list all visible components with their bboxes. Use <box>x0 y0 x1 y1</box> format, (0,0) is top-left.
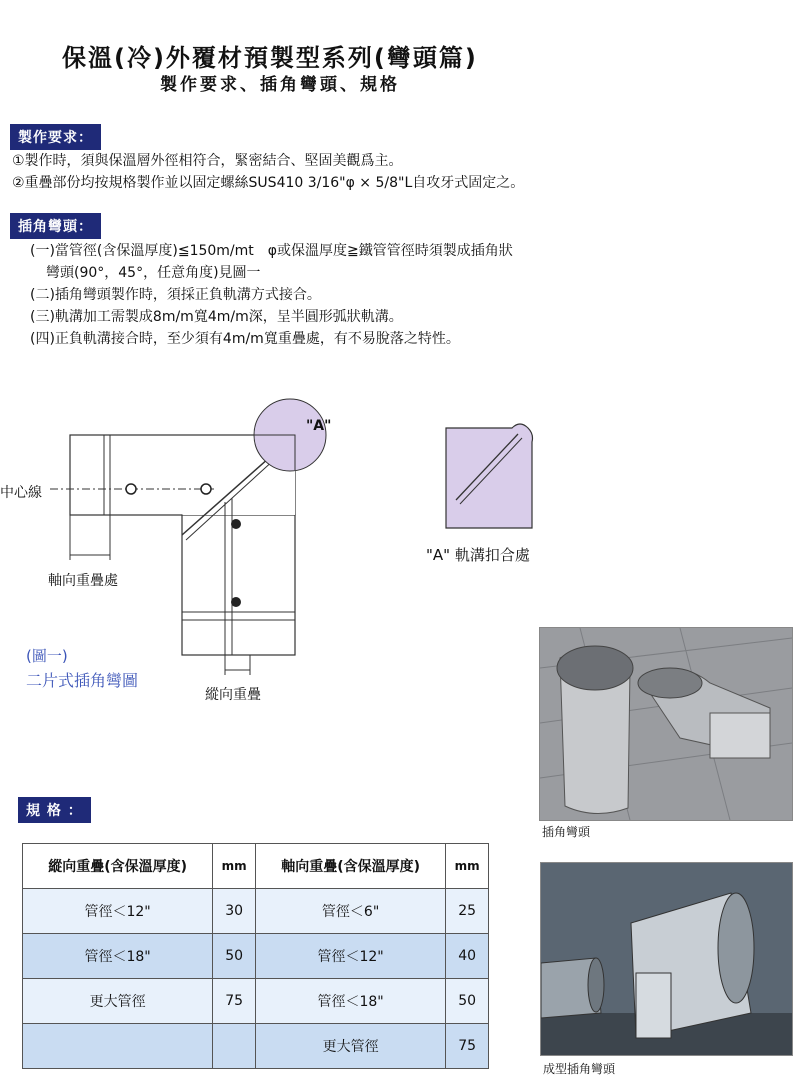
table-row <box>23 979 489 1024</box>
table-cell: 管徑＜18" <box>255 979 445 1024</box>
detail-a-diagram <box>440 420 540 530</box>
table-header-longitudinal: 縱向重疊(含保溫厚度) <box>23 844 213 889</box>
photo-corner-elbow <box>539 627 793 821</box>
section-heading-corner-elbow: 插角彎頭： <box>10 213 101 239</box>
table-cell: 25 <box>446 889 489 934</box>
photo-formed-elbow <box>540 862 793 1056</box>
table-cell: 更大管徑 <box>255 1024 445 1069</box>
table-cell: 管徑＜12" <box>255 934 445 979</box>
detail-a-caption: "A" 軌溝扣合處 <box>426 546 530 564</box>
figure-caption: 二片式插角彎圖 <box>26 671 139 690</box>
table-cell: 50 <box>446 979 489 1024</box>
section-heading-spec: 規 格 ： <box>18 797 91 823</box>
table-cell: 40 <box>446 934 489 979</box>
table-header-axial: 軸向重疊(含保溫厚度) <box>255 844 445 889</box>
table-cell <box>23 1024 213 1069</box>
spec-table <box>22 843 489 1069</box>
table-cell: 30 <box>213 889 256 934</box>
table-cell <box>213 1024 256 1069</box>
photo1-caption: 插角彎頭 <box>542 825 591 839</box>
table-cell: 管徑＜12" <box>23 889 213 934</box>
table-row <box>23 934 489 979</box>
page-subtitle: 製作要求、插角彎頭、規格 <box>160 75 400 95</box>
table-cell: 50 <box>213 934 256 979</box>
table-cell: 75 <box>213 979 256 1024</box>
section-heading-requirements: 製作要求： <box>10 124 101 150</box>
table-row <box>23 1024 489 1069</box>
table-cell: 管徑＜18" <box>23 934 213 979</box>
table-cell: 75 <box>446 1024 489 1069</box>
requirement-item-1: ①製作時，須與保溫層外徑相符合，緊密結合、堅固美觀爲主。 <box>12 153 403 169</box>
figure-number: (圖一) <box>26 647 68 665</box>
axial-overlap-label: 軸向重疊處 <box>48 573 118 589</box>
elbow-item-4: (四)正負軌溝接合時，至少須有4m/m寬重疊處，有不易脫落之特性。 <box>30 331 460 347</box>
page-title: 保溫(冷)外覆材預製型系列(彎頭篇) <box>62 44 478 72</box>
longitudinal-overlap-label: 縱向重疊 <box>205 687 261 703</box>
table-header-mm-2: mm <box>446 844 489 889</box>
table-cell: 更大管徑 <box>23 979 213 1024</box>
photo2-caption: 成型插角彎頭 <box>543 1062 616 1076</box>
center-line-label: 中心線 <box>0 485 42 501</box>
table-row <box>23 889 489 934</box>
detail-a-marker: "A" <box>306 418 332 434</box>
elbow-item-1-cont: 彎頭(90°，45°，任意角度)見圖一 <box>46 265 261 281</box>
table-cell: 管徑＜6" <box>255 889 445 934</box>
elbow-item-2: (二)插角彎頭製作時，須採正負軌溝方式接合。 <box>30 287 321 303</box>
elbow-item-3: (三)軌溝加工需製成8m/m寬4m/m深，呈半圓形弧狀軌溝。 <box>30 309 403 325</box>
requirement-item-2: ②重疊部份均按規格製作並以固定螺絲SUS410 3/16"φ × 5/8"L自攻牙式固定之。 <box>12 175 525 191</box>
elbow-item-1: (一)當管徑(含保溫厚度)≦150m/mt φ或保溫厚度≧鐵管管徑時須製成插角狀 <box>30 243 513 259</box>
table-header-mm-1: mm <box>213 844 256 889</box>
